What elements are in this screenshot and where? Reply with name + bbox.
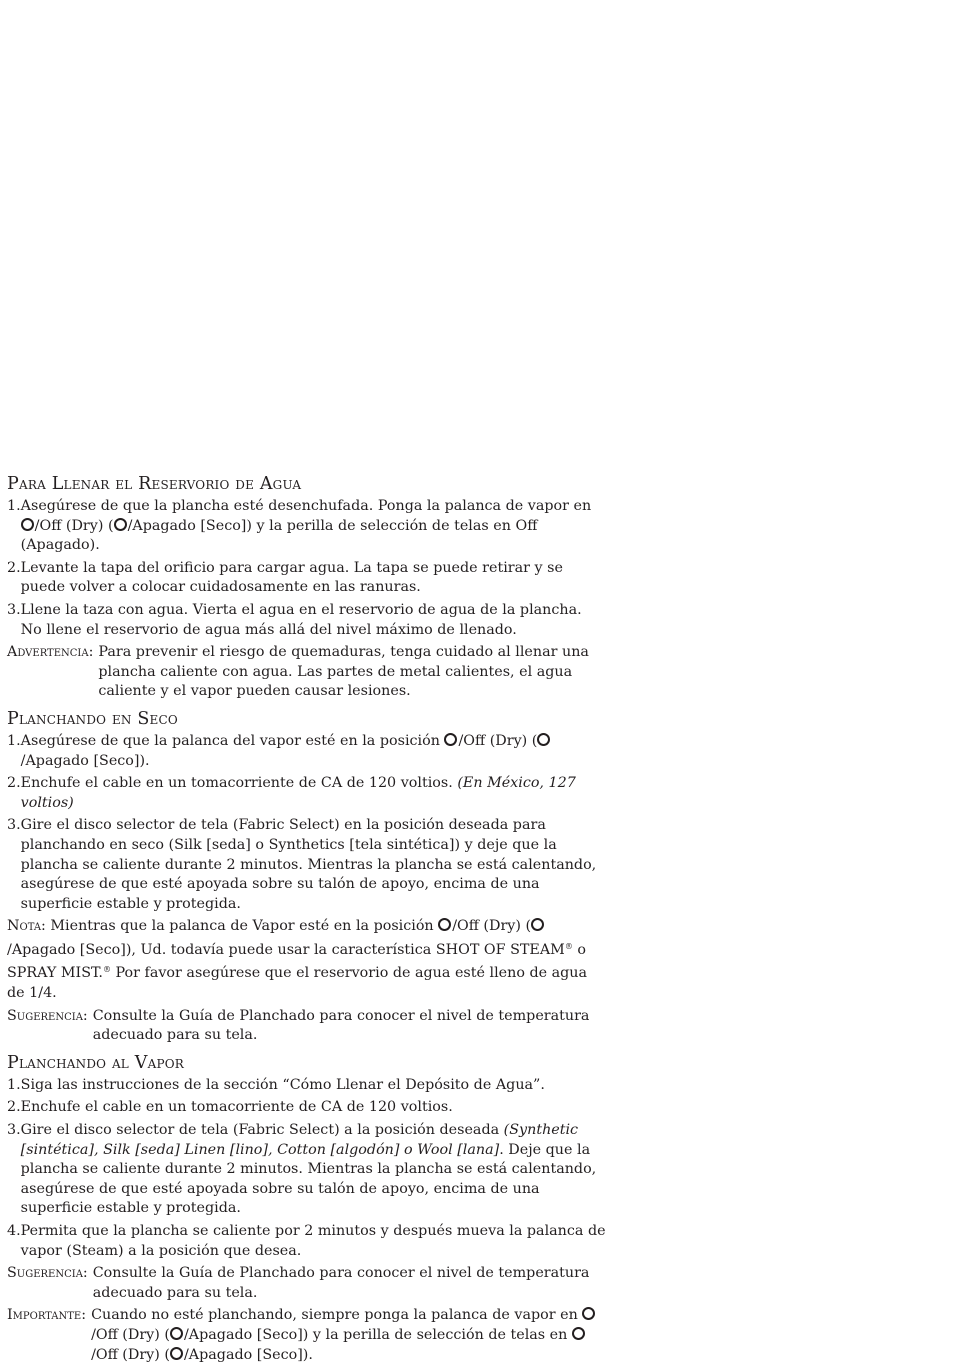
item-text: [21, 774, 607, 813]
list-item: [7, 497, 607, 556]
off-circle-icon: [572, 1327, 585, 1340]
section-steam-ironing: [7, 1052, 607, 1365]
text-run: /Apagado [Seco]).: [183, 1346, 313, 1363]
note-paragraph: [7, 917, 607, 1003]
off-circle-icon: [21, 518, 34, 531]
item-number: 1.: [7, 498, 21, 514]
text-run: Asegúrese de que la palanca del vapor esté en la posición: [20, 732, 445, 749]
text-run: /Off (Dry) (: [91, 1326, 170, 1343]
important-note: [7, 1306, 607, 1365]
off-circle-icon: [438, 918, 451, 931]
italic-text-run: (Synthetic [sintética], Silk [seda] Linen [lino], Cotton [algodón] o Wool [lana]: [20, 1122, 579, 1158]
item-text: Levante la tapa del orificio para cargar agua. La tapa se puede retirar y se puede volver a colocar cuidadosamente en las ranuras.: [20, 559, 563, 596]
text-run: /Apagado [Seco]) y la perilla de selección de telas en: [183, 1326, 572, 1343]
tip-text: Consulte la Guía de Planchado para conocer el nivel de temperatura adecuado para su tela.: [92, 1265, 590, 1301]
list-item: [7, 816, 607, 914]
text-run: o SPRAY MIST.: [7, 941, 586, 982]
note-label: Nota:: [7, 918, 46, 935]
text-run: /Apagado [Seco]) y la perilla de selección de telas en Off (Apagado).: [20, 517, 538, 554]
item-number: 3.: [7, 1122, 21, 1139]
section-dry-ironing: [7, 708, 607, 1046]
section-heading-steam: Planchando al Vapor: [7, 1052, 184, 1073]
text-run: Mientras que la palanca de Vapor esté en la posición: [45, 918, 439, 935]
tip-label: Sugerencia:: [7, 1007, 88, 1024]
text-run: Cuando no esté planchando, siempre ponga la palanca de vapor en: [91, 1307, 583, 1324]
important-label: Importante:: [7, 1307, 87, 1324]
list-item: [7, 732, 607, 771]
list-item: [7, 601, 607, 640]
list-item: [7, 774, 607, 813]
text-run: /Off (Dry) (: [452, 918, 532, 935]
list-item: [7, 1098, 607, 1118]
item-number: 2.: [7, 1099, 21, 1116]
off-circle-icon: [582, 1307, 595, 1320]
text-run: Gire el disco selector de tela (Fabric Select) a la posición deseada: [20, 1122, 504, 1139]
tip-label: Sugerencia:: [7, 1265, 88, 1282]
item-text: Permita que la plancha se caliente por 2 minutos y después mueva la palanca de vapor (Steam) a la posición que desea.: [20, 1223, 606, 1259]
registered-mark: ®: [102, 965, 111, 975]
item-number: 3.: [7, 817, 21, 834]
item-number: 2.: [7, 775, 21, 792]
item-text: Enchufe el cable en un tomacorriente de CA de 120 voltios.: [20, 1099, 453, 1116]
instructions-document: [7, 473, 607, 1371]
warning-label: Advertencia:: [7, 644, 94, 661]
text-run: Por favor asegúrese que el reservorio de agua esté lleno de agua de 1/4.: [7, 965, 588, 1002]
text-run: . Deje que la plancha se caliente durante 2 minutos. Mientras la plancha se está calentando, asegúrese de que esté apoyada sobre su talón de apoyo, encima de una superficie estable y protegida.: [20, 1141, 597, 1217]
text-run: /Off (Dry) (: [91, 1346, 170, 1363]
italic-text-run: (En México, 127 voltios): [20, 775, 576, 811]
item-number: 4.: [7, 1223, 21, 1239]
item-text: Siga las instrucciones de la sección “Cómo Llenar el Depósito de Agua”.: [20, 1076, 545, 1093]
item-number: 1.: [7, 1076, 21, 1093]
item-text: [21, 732, 607, 771]
item-text: Llene la taza con agua. Vierta el agua en el reservorio de agua de la plancha. No llene el reservorio de agua más allá del nivel máximo de llenado.: [20, 601, 582, 638]
off-circle-icon: [531, 918, 544, 931]
off-circle-icon: [444, 733, 457, 746]
registered-mark: ®: [564, 941, 573, 951]
text-run: /Off (Dry) (: [458, 732, 538, 749]
list-item: [7, 1076, 607, 1096]
item-number: 2.: [7, 559, 21, 576]
list-item: [7, 1121, 607, 1219]
text-run: /Apagado [Seco]).: [20, 752, 150, 769]
section-fill-reservoir: [7, 473, 607, 702]
item-text: Gire el disco selector de tela (Fabric Select) en la posición deseada para planchando en seco (Silk [seda] o Synthetics [tela sintética]) y deje que la plancha se caliente durante 2 minutos. Mientras la plancha se está calentando, asegúrese de que esté apoyada sobre su talón de apoyo, encima de una superficie estable y protegida.: [20, 817, 597, 912]
text-run: Enchufe el cable en un tomacorriente de CA de 120 voltios.: [20, 775, 458, 792]
section-heading-fill: Para Llenar el Reservorio de Agua: [7, 474, 302, 494]
item-text: [21, 497, 607, 556]
list-item: [7, 1222, 607, 1261]
tip-text: Consulte la Guía de Planchado para conocer el nivel de temperatura adecuado para su tela.: [92, 1007, 590, 1044]
tip-note: [7, 1264, 607, 1303]
off-circle-icon: [170, 1347, 183, 1360]
off-circle-icon: [114, 518, 127, 531]
text-run: /Off (Dry) (: [34, 517, 114, 534]
off-circle-icon: [537, 733, 550, 746]
warning-text: Para prevenir el riesgo de quemaduras, tenga cuidado al llenar una plancha caliente con agua. Las partes de metal calientes, el agua caliente y el vapor pueden causar lesiones.: [98, 644, 589, 700]
list-item: [7, 559, 607, 598]
text-run: Asegúrese de que la plancha esté desenchufada. Ponga la palanca de vapor en: [20, 498, 592, 514]
item-number: 1.: [7, 732, 21, 749]
tip-note: [7, 1007, 607, 1046]
off-circle-icon: [170, 1327, 183, 1340]
section-heading-dry: Planchando en Seco: [7, 708, 178, 729]
item-text: [21, 1121, 607, 1219]
text-run: /Apagado [Seco]), Ud. todavía puede usar la característica SHOT OF STEAM: [7, 941, 565, 958]
warning-note: [7, 643, 607, 702]
important-text: [91, 1306, 607, 1365]
item-number: 3.: [7, 601, 21, 618]
